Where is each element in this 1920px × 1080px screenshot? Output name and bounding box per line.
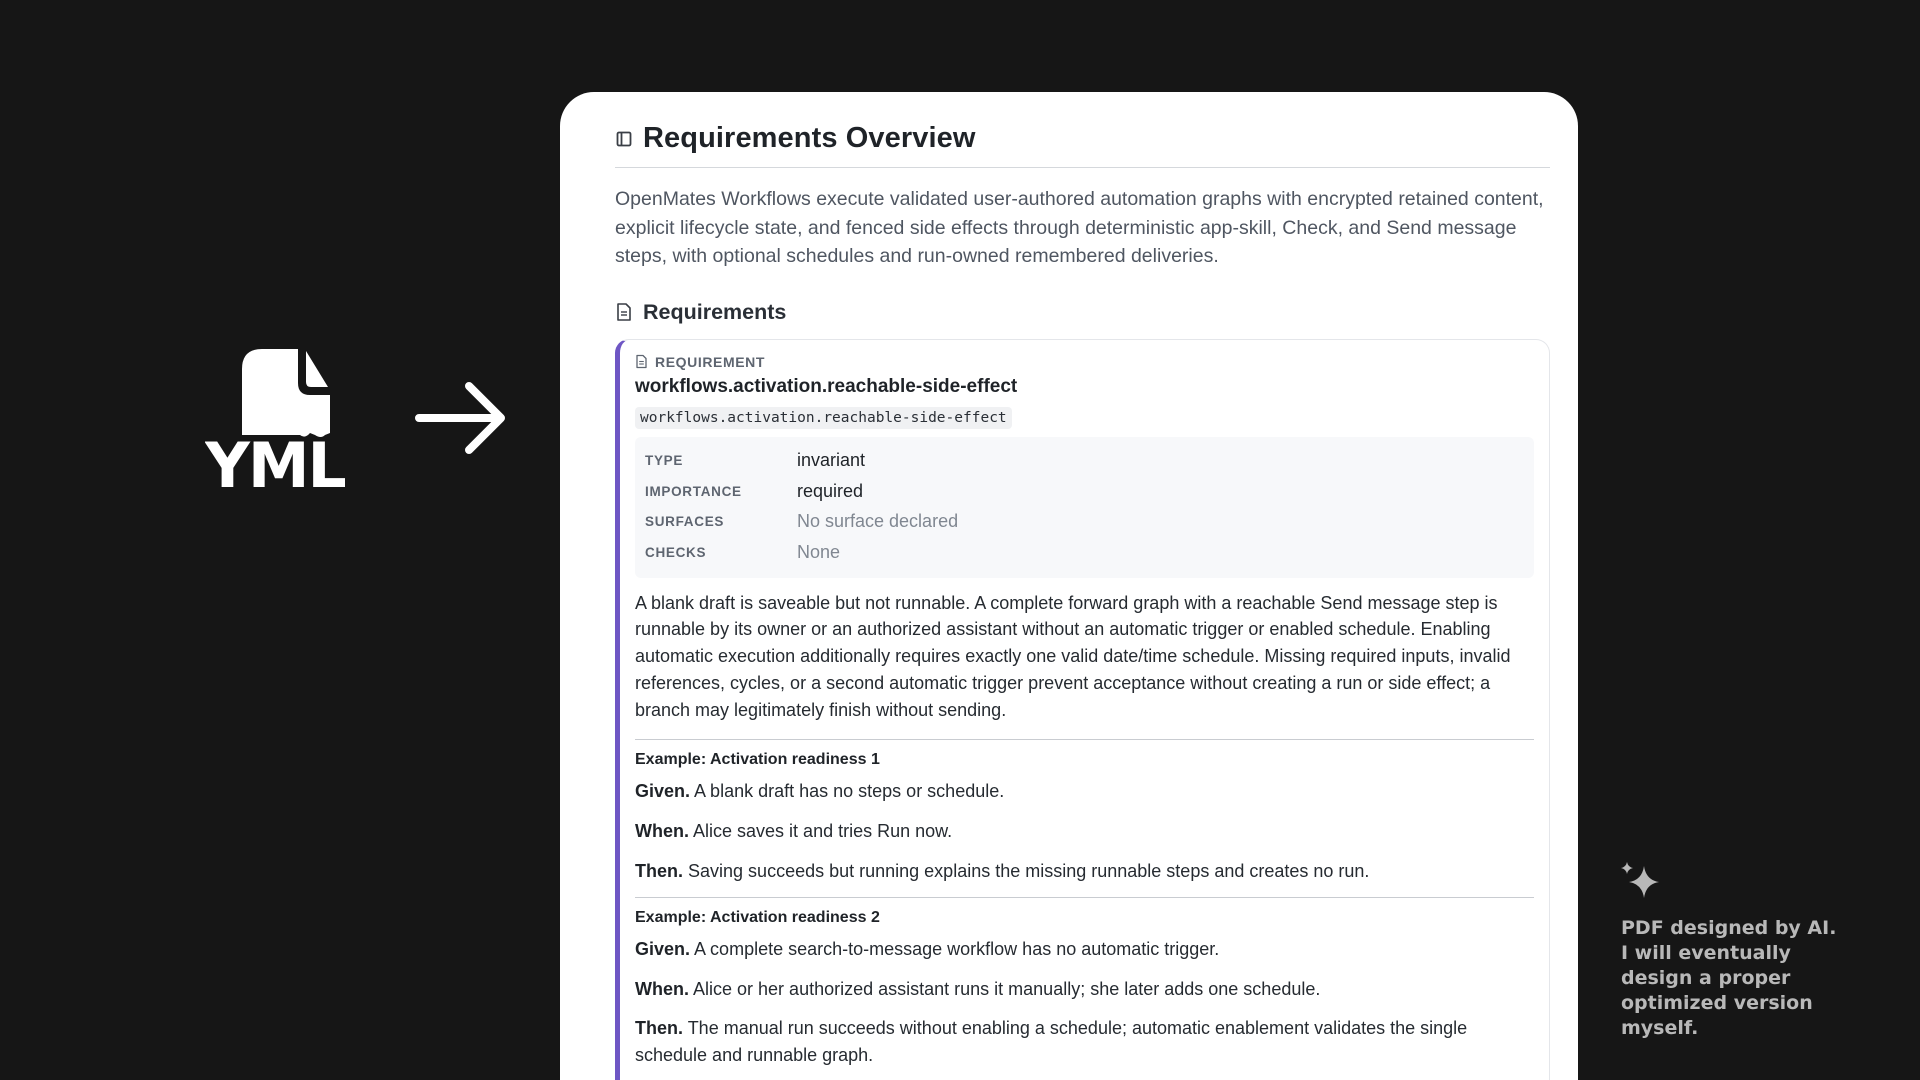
- book-icon: [615, 130, 633, 148]
- meta-row-importance: [645, 476, 1524, 507]
- example-block: [635, 897, 1534, 1069]
- meta-value: None: [797, 541, 841, 562]
- example-title: Example: Activation readiness 1: [635, 751, 880, 769]
- footnote-line: PDF designed by AI.: [1621, 917, 1837, 939]
- example-when: When. Alice saves it and tries Run now.: [635, 821, 953, 842]
- requirements-heading: [615, 300, 1550, 325]
- example-title: Example: Activation readiness 2: [635, 908, 880, 926]
- footnote-line: optimized version: [1621, 992, 1813, 1014]
- requirement-title: workflows.activation.reachable-side-effect: [635, 375, 1018, 397]
- requirement-id-code: workflows.activation.reachable-side-effect: [635, 407, 1012, 429]
- footnote-line: myself.: [1621, 1017, 1699, 1039]
- meta-key: TYPE: [645, 453, 684, 469]
- overview-intro: OpenMates Workflows execute validated user-authored automation graphs with encrypted retained content, explicit lifecycle state, and fenced side effects through deterministic app-skill, Check, and Send message steps, with optional schedules and run-owned remembered deliveries.: [615, 188, 1544, 267]
- example-block: [635, 739, 1534, 884]
- meta-key: SURFACES: [645, 514, 725, 530]
- example-given: Given. A complete search-to-message workflow has no automatic trigger.: [635, 938, 1220, 959]
- footnote-line: design a proper: [1621, 967, 1791, 989]
- yml-file-label: YML: [205, 429, 345, 492]
- meta-row-surfaces: [645, 507, 1524, 538]
- example-when: When. Alice or her authorized assistant runs it manually; she later adds one schedule.: [635, 978, 1321, 999]
- sparkle-icon: [1619, 860, 1661, 900]
- ai-design-footnote: [1621, 916, 1851, 1041]
- example-then: Then. Saving succeeds but running explains the missing runnable steps and creates no run.: [635, 861, 1370, 882]
- arrow-right-icon: [413, 378, 509, 458]
- requirement-label-row: [635, 354, 1534, 370]
- document-icon: [615, 302, 633, 322]
- meta-value: No surface declared: [797, 511, 959, 532]
- footnote-line: I will eventually: [1621, 942, 1791, 964]
- section-title: Requirements: [643, 299, 787, 324]
- document-preview-card: [560, 92, 1578, 1080]
- yml-file-icon: [205, 347, 345, 492]
- meta-key: CHECKS: [645, 544, 707, 560]
- meta-value: required: [797, 480, 864, 501]
- page-title: Requirements Overview: [643, 122, 976, 154]
- meta-value: invariant: [797, 450, 866, 471]
- requirement-description: A blank draft is saveable but not runnable. A complete forward graph with a reachable Send message step is runnable by its owner or an authorized assistant without an automatic trigger or enabled schedule. Enabling automatic execution additionally requires exactly one valid date/time schedule. Missing required inputs, invalid references, cycles, or a second automatic trigger prevent acceptance without creating a run or side effect; a branch may legitimately finish without sending.: [635, 592, 1511, 720]
- example-given: Given. A blank draft has no steps or schedule.: [635, 781, 1005, 802]
- meta-row-checks: [645, 537, 1524, 568]
- document-icon: [635, 354, 648, 369]
- meta-key: IMPORTANCE: [645, 483, 742, 499]
- example-then: Then. The manual run succeeds without enabling a schedule; automatic enablement validates the single schedule and runnable graph.: [635, 1018, 1468, 1066]
- overview-heading: [615, 122, 1550, 168]
- requirement-label: REQUIREMENT: [655, 353, 766, 370]
- requirement-meta-table: [635, 437, 1534, 578]
- requirement-block: [615, 339, 1550, 1080]
- meta-row-type: [645, 446, 1524, 477]
